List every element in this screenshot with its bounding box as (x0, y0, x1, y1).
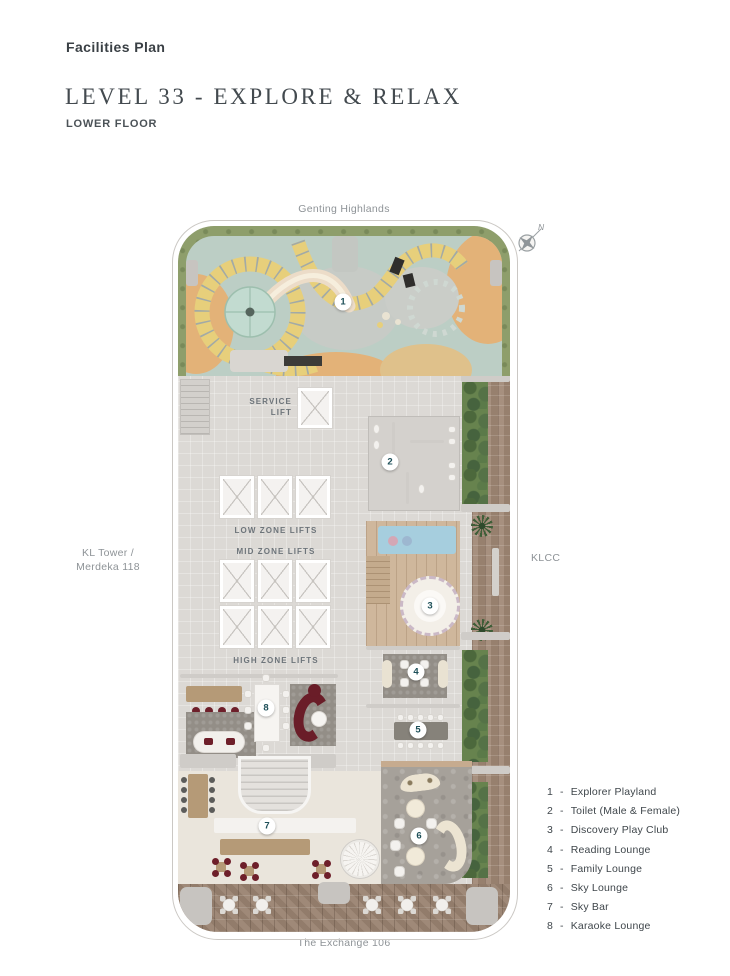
high-zone-lift-shaft (220, 606, 254, 648)
legend-label: Sky Lounge (570, 881, 629, 894)
legend-num: 7 (546, 901, 553, 914)
page-title: LEVEL 33 - EXPLORE & RELAX (65, 84, 463, 109)
legend-label: Discovery Play Club (570, 824, 669, 837)
plan-marker-3: 3 (422, 598, 439, 615)
toilet-fixture (373, 424, 380, 434)
legend-label: Family Lounge (570, 862, 643, 875)
context-label-west (60, 546, 156, 574)
page-eyebrow: Facilities Plan (66, 39, 166, 55)
legend-item (545, 805, 680, 817)
promenade-bench (492, 548, 499, 596)
high-stool (209, 797, 215, 803)
mid-zone-lift-shaft (220, 560, 254, 602)
reading-bench (438, 660, 448, 688)
terrace-planter (466, 887, 498, 925)
sofa-cushion (226, 738, 235, 745)
context-label-west-line1: KL Tower / (81, 547, 135, 559)
terrace-table (220, 896, 238, 914)
plan-marker-8: 8 (258, 700, 275, 717)
family-chair (407, 742, 414, 749)
high-stool (209, 777, 215, 783)
compass-north-label: N (538, 222, 545, 232)
wall-divider (461, 504, 510, 512)
planting-strip-upper (462, 382, 488, 508)
karaoke-sofa-oval (194, 732, 244, 752)
toilet-fixture (448, 462, 456, 469)
high-zone-lifts-label: HIGH ZONE LIFTS (233, 656, 319, 665)
legend-num: 2 (546, 805, 553, 818)
bar-stool (240, 874, 247, 881)
high-stool (181, 797, 187, 803)
legend-item (545, 920, 680, 932)
legend-sep: - (560, 901, 564, 914)
lounge-pouf (407, 800, 424, 817)
karaoke-chair (262, 744, 270, 752)
legend-num: 6 (546, 881, 553, 894)
legend-label: Explorer Playland (570, 786, 657, 798)
bar-stool (212, 858, 219, 865)
karaoke-chair (262, 674, 270, 682)
karaoke-chair (244, 722, 252, 730)
legend-item (545, 844, 680, 856)
high-stool (181, 777, 187, 783)
legend-num: 3 (546, 824, 553, 837)
family-chair (427, 742, 434, 749)
low-zone-lifts-label: LOW ZONE LIFTS (234, 526, 318, 535)
plan-marker-6: 6 (411, 828, 428, 845)
wall-block (180, 754, 236, 768)
family-chair (407, 714, 414, 721)
palm-tree-icon (471, 515, 493, 537)
karaoke-chair (282, 706, 290, 714)
karaoke-bar-counter (186, 686, 242, 702)
terrace-table (398, 896, 416, 914)
service-lift-label (208, 396, 292, 418)
legend-item (545, 882, 680, 894)
family-chair (437, 714, 444, 721)
family-chair (417, 742, 424, 749)
bar-stool (312, 872, 319, 879)
terrace-table (363, 896, 381, 914)
legend-sep: - (560, 862, 564, 875)
bar-stool (252, 862, 259, 869)
family-chair (397, 742, 404, 749)
legend-item (545, 863, 680, 875)
lounge-armchair (394, 818, 405, 829)
high-stool (181, 807, 187, 813)
low-zone-lift-shaft (220, 476, 254, 518)
legend (545, 786, 680, 932)
wall-divider (366, 704, 460, 708)
bar-stool (224, 858, 231, 865)
plan-marker-1: 1 (335, 294, 352, 311)
legend-item (545, 824, 680, 836)
toilet-partition (410, 440, 444, 443)
fire-stair-upper-left (180, 379, 210, 435)
wall-divider (366, 646, 460, 650)
service-lift-label-line1: SERVICE (249, 397, 292, 406)
context-label-south: The Exchange 106 (297, 937, 391, 949)
legend-label: Reading Lounge (570, 843, 651, 856)
toilet-fixture (373, 440, 380, 450)
wall-divider (461, 632, 510, 640)
high-stool (181, 787, 187, 793)
legend-label: Karaoke Lounge (570, 920, 651, 933)
legend-item (545, 786, 680, 798)
terrace-table (433, 896, 451, 914)
wall-divider (180, 674, 338, 678)
legend-sep: - (560, 786, 564, 798)
family-chair (437, 742, 444, 749)
plan-marker-4: 4 (408, 664, 425, 681)
plan-marker-2: 2 (382, 454, 399, 471)
toilet-fixture (448, 438, 456, 445)
reading-chair (400, 678, 409, 687)
lounge-pouf (407, 848, 424, 865)
plan-marker-7: 7 (259, 818, 276, 835)
mid-zone-lifts-label: MID ZONE LIFTS (236, 547, 316, 556)
lounge-armchair (390, 840, 401, 851)
sofa-cushion (204, 738, 213, 745)
mid-zone-lift-shaft (258, 560, 292, 602)
high-zone-lift-shaft (296, 606, 330, 648)
toilet-fixture (448, 474, 456, 481)
context-label-west-line2: Merdeka 118 (76, 561, 140, 573)
reading-bench (382, 660, 392, 688)
service-lift-label-line2: LIFT (270, 408, 292, 417)
bar-stool (224, 870, 231, 877)
bar-stool (312, 860, 319, 867)
karaoke-pouf (308, 684, 321, 697)
sky-lounge-wall (381, 761, 472, 767)
toilet-fixture (418, 484, 425, 494)
family-chair (397, 714, 404, 721)
terrace-planter (318, 882, 350, 904)
mid-zone-lift-shaft (296, 560, 330, 602)
bar-stool (324, 860, 331, 867)
context-label-north: Genting Highlands (298, 203, 390, 215)
legend-sep: - (560, 881, 564, 894)
plan-marker-5: 5 (410, 722, 427, 739)
karaoke-chair (282, 690, 290, 698)
legend-sep: - (560, 824, 564, 837)
low-zone-lift-shaft (296, 476, 330, 518)
wooden-steps (366, 556, 390, 604)
high-stool (209, 807, 215, 813)
family-chair (417, 714, 424, 721)
high-table (188, 774, 208, 818)
high-zone-lift-shaft (258, 606, 292, 648)
legend-label: Sky Bar (570, 901, 609, 914)
toilet-partition (406, 472, 409, 504)
floor-plan (178, 226, 510, 932)
legend-item (545, 901, 680, 913)
high-stool (209, 787, 215, 793)
bar-stool (240, 862, 247, 869)
bar-stool (324, 872, 331, 879)
toilet-fixture (448, 426, 456, 433)
legend-label: Toilet (Male & Female) (570, 805, 681, 818)
bar-stool (212, 870, 219, 877)
karaoke-chair (282, 722, 290, 730)
legend-num: 5 (546, 862, 553, 875)
karaoke-round-table (312, 712, 326, 726)
bean-bag (388, 536, 398, 546)
legend-sep: - (560, 805, 564, 818)
karaoke-chair (244, 690, 252, 698)
grand-stair (238, 756, 311, 814)
legend-num: 4 (546, 843, 553, 856)
legend-sep: - (560, 843, 564, 856)
page-subtitle: LOWER FLOOR (66, 118, 158, 130)
context-label-east: KLCC (531, 552, 561, 564)
planting-strip-middle (462, 650, 488, 762)
lounge-armchair (394, 866, 405, 877)
low-zone-lift-shaft (258, 476, 292, 518)
legend-num: 8 (546, 920, 553, 933)
family-chair (427, 714, 434, 721)
service-lift-shaft (298, 388, 332, 428)
karaoke-chair (244, 706, 252, 714)
spiral-stair (341, 840, 379, 878)
reading-chair (420, 678, 429, 687)
terrace-table (253, 896, 271, 914)
sky-bar-counter (220, 839, 310, 855)
bean-bag (402, 536, 412, 546)
sky-bar-white-counter (214, 818, 356, 833)
bar-stool (252, 874, 259, 881)
terrace-planter (180, 887, 212, 925)
legend-num: 1 (546, 786, 553, 798)
legend-sep: - (560, 920, 564, 933)
